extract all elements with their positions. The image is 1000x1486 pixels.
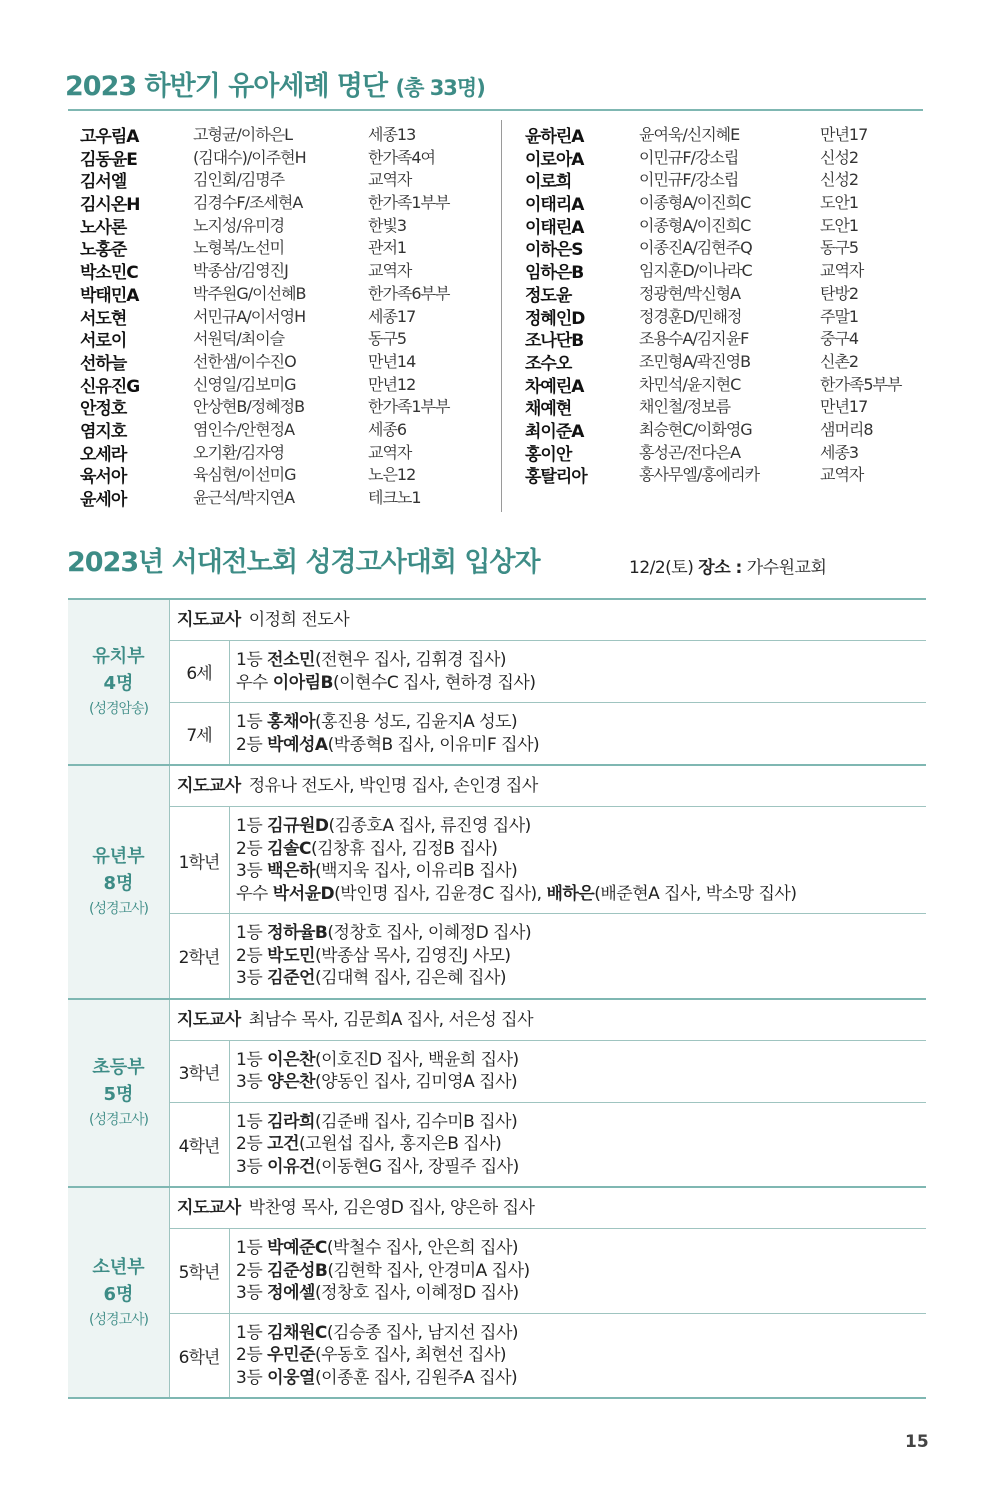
- child-name: 오세라: [80, 444, 127, 465]
- contest-place: 가수원교회: [746, 558, 827, 578]
- winner-parents: (김현학 집사, 안경미A 집사): [327, 1260, 530, 1281]
- parents-names: 서민규A/이서영H: [193, 306, 306, 326]
- title-rule: [68, 109, 923, 111]
- winners-list: [230, 1314, 518, 1398]
- district: 세종3: [820, 442, 859, 462]
- district: 관저1: [368, 238, 407, 258]
- baptism-list-left: [80, 122, 490, 508]
- child-name: 정도윤: [525, 285, 572, 306]
- winner-line: [236, 734, 539, 757]
- district: 동구5: [368, 329, 407, 349]
- child-name: 홍이안: [525, 444, 572, 465]
- baptism-row: [525, 394, 925, 420]
- winner-name: 전소민: [267, 650, 315, 670]
- winner-parents: (김승종 집사, 남지선 집사): [326, 1322, 519, 1343]
- district: 한가족5부부: [820, 374, 902, 394]
- child-name: 서로이: [80, 331, 127, 352]
- baptism-row: [80, 394, 490, 420]
- teacher-label: 지도교사: [177, 1009, 241, 1030]
- department-count: 8명: [103, 872, 134, 894]
- winner-line: [236, 1071, 519, 1094]
- baptism-row: [80, 485, 490, 508]
- winner-name: 박예준C: [267, 1238, 327, 1258]
- district: 중구4: [820, 329, 859, 349]
- rank: 1등: [236, 1322, 263, 1343]
- winner-line: [236, 1344, 518, 1367]
- parents-names: 선한샘/이수진O: [193, 351, 296, 371]
- department-label: [68, 1000, 170, 1187]
- winner-parents: (이현수C 집사, 현하경 집사): [333, 672, 536, 693]
- winner-line: [236, 922, 531, 945]
- baptism-row: [80, 372, 490, 395]
- contest-title: 2023년 서대전노회 성경고사대회 입상자: [67, 547, 540, 578]
- child-name: 안정호: [80, 399, 127, 420]
- parents-names: 이종형A/이진희C: [639, 215, 751, 235]
- district: 교역자: [368, 261, 412, 281]
- winner-name: 김솔C: [267, 838, 311, 859]
- winner-parents: (이동현G 집사, 장필주 집사): [314, 1156, 519, 1177]
- winner-name: 이웅열: [267, 1367, 315, 1388]
- parents-names: 이종진A/김현주Q: [639, 238, 752, 258]
- district: 세종6: [368, 419, 407, 439]
- district: 신촌2: [820, 351, 859, 371]
- child-name: 서도현: [80, 308, 127, 329]
- winner-line: [236, 1111, 519, 1134]
- teacher-label: 지도교사: [177, 610, 241, 630]
- baptism-row: [80, 326, 490, 352]
- parents-names: 최승현C/이화영G: [639, 419, 752, 439]
- winner-name: 양은찬: [267, 1072, 315, 1092]
- department-content: [169, 766, 926, 998]
- district: 샘머리8: [820, 419, 873, 439]
- teachers-row: [169, 600, 926, 641]
- grade-row: [169, 1041, 926, 1103]
- column-divider: [501, 120, 502, 512]
- baptism-title-text: 2023 하반기 유아세례 명단: [65, 71, 388, 102]
- grade-label: 1학년: [169, 807, 230, 913]
- winner-parents: (전현우 집사, 김휘경 집사): [314, 650, 507, 670]
- winner-parents: (박인명 집사, 김윤경C 집사),: [334, 883, 542, 904]
- district: 동구5: [820, 238, 859, 258]
- child-name: 염지호: [80, 421, 127, 442]
- winner-name: 김규원D: [267, 816, 329, 836]
- department-block: [68, 1000, 926, 1189]
- district: 도안1: [820, 215, 859, 235]
- parents-names: 김경수F/조세현A: [193, 193, 303, 213]
- baptism-row: [525, 349, 925, 372]
- winner-line: [236, 945, 531, 968]
- grade-row: [169, 703, 926, 764]
- winner-name: 이은찬: [267, 1049, 315, 1070]
- parents-names: 정광현/박신형A: [639, 283, 741, 303]
- rank: 2등: [236, 734, 263, 755]
- baptism-row: [80, 440, 490, 463]
- rank: 3등: [236, 1072, 263, 1092]
- winner-name: 우민준: [267, 1345, 315, 1365]
- district: 한빛3: [368, 215, 407, 235]
- grade-label: 6학년: [169, 1314, 230, 1398]
- child-name: 정혜인D: [525, 308, 585, 329]
- winner-name: 이유건: [267, 1156, 315, 1177]
- contest-date-place: [629, 553, 826, 578]
- winners-list: [230, 807, 796, 913]
- baptism-row: [525, 372, 925, 395]
- parents-names: 홍사무엘/홍에리카: [639, 465, 760, 485]
- district: 만년12: [368, 374, 416, 394]
- grade-row: [169, 1103, 926, 1187]
- baptism-row: [80, 167, 490, 193]
- district: 교역자: [820, 465, 864, 485]
- grade-label: 5학년: [169, 1229, 230, 1313]
- baptism-count: (총 33명): [395, 76, 485, 100]
- baptism-row: [80, 304, 490, 327]
- child-name: 윤하린A: [525, 127, 584, 147]
- grade-label: 6세: [169, 641, 230, 702]
- parents-names: 안상현B/정혜정B: [193, 397, 305, 417]
- winner-parents: (김준배 집사, 김수미B 집사): [314, 1111, 518, 1132]
- parents-names: 김인회/김명주: [193, 170, 285, 190]
- winner-parents: (박철수 집사, 안은희 집사): [326, 1238, 519, 1258]
- winner-parents: (배준현A 집사, 박소망 집사): [594, 883, 797, 904]
- parents-names: 노형복/노선미: [193, 238, 285, 258]
- district: 노은12: [368, 465, 416, 485]
- winner-name: 정에셀: [267, 1283, 315, 1303]
- district: 세종13: [368, 125, 416, 144]
- winners-list: [230, 914, 531, 998]
- teachers-row: [169, 1188, 926, 1229]
- department-content: [169, 600, 926, 764]
- baptism-row: [80, 258, 490, 284]
- baptism-row: [80, 213, 490, 236]
- teacher-names: 정유나 전도사, 박인명 집사, 손인경 집사: [248, 776, 538, 796]
- department-note: (성경암송): [88, 701, 149, 717]
- winner-name: 박예성A: [267, 734, 328, 755]
- winner-line: [236, 672, 535, 695]
- winner-name: 홍채아: [267, 712, 315, 732]
- winner-name: 박도민: [267, 945, 315, 966]
- baptism-row: [525, 440, 925, 463]
- winner-parents: (양동인 집사, 김미영A 집사): [314, 1072, 518, 1092]
- teacher-names: 최남수 목사, 김문희A 집사, 서은성 집사: [248, 1009, 533, 1030]
- child-name: 김서엘: [80, 172, 127, 193]
- winner-name: 백은하: [267, 861, 315, 881]
- winner-name: 이아림B: [272, 672, 333, 693]
- baptism-row: [80, 235, 490, 261]
- place-label: 장소 :: [698, 558, 742, 578]
- winner-line: [236, 1367, 518, 1390]
- parents-names: 윤여욱/신지혜E: [639, 125, 740, 144]
- baptism-list-right: [525, 122, 925, 488]
- parents-names: 조용수A/김지윤F: [639, 329, 749, 349]
- winner-line: [236, 1049, 519, 1072]
- baptism-row: [525, 462, 925, 488]
- district: 만년17: [820, 397, 868, 417]
- winners-list: [230, 1041, 519, 1102]
- winner-line: [236, 1133, 519, 1156]
- child-name: 박소민C: [80, 263, 138, 284]
- parents-names: 오기환/김자영: [193, 442, 285, 462]
- baptism-row: [80, 190, 490, 216]
- rank: 3등: [236, 861, 263, 881]
- department-name: 초등부: [92, 1056, 145, 1078]
- winners-list: [230, 1103, 519, 1187]
- contest-date: 12/2(토): [629, 558, 694, 578]
- district: 한가족6부부: [368, 283, 450, 303]
- grade-label: 2학년: [169, 914, 230, 998]
- district: 교역자: [820, 261, 864, 281]
- department-name: 소년부: [92, 1256, 145, 1278]
- rank: 3등: [236, 968, 263, 988]
- winner-parents: (김대혁 집사, 김은혜 집사): [314, 968, 507, 988]
- baptism-row: [525, 258, 925, 284]
- rank: 3등: [236, 1283, 263, 1303]
- department-note: (성경고사): [88, 1311, 149, 1328]
- district: 신성2: [820, 170, 859, 190]
- district: 한가족4여: [368, 147, 436, 167]
- teacher-names: 이정희 전도사: [248, 610, 350, 630]
- winner-parents: (김종호A 집사, 류진영 집사): [328, 816, 531, 836]
- child-name: 이태리A: [525, 195, 584, 216]
- grade-row: [169, 1314, 926, 1398]
- district: 도안1: [820, 193, 859, 213]
- district: 테크노1: [368, 488, 421, 507]
- winner-line: [236, 1237, 530, 1260]
- awards-table: [68, 598, 926, 1399]
- department-count: 5명: [103, 1083, 134, 1105]
- department-note: (성경고사): [88, 900, 149, 917]
- baptism-row: [80, 462, 490, 488]
- rank: 2등: [236, 1134, 263, 1154]
- teacher-names: 박찬영 목사, 김은영D 집사, 양은하 집사: [248, 1198, 535, 1218]
- winner-line: [236, 967, 531, 990]
- grade-label: 4학년: [169, 1103, 230, 1187]
- child-name: 윤세아: [80, 490, 127, 510]
- rank: 1등: [236, 1238, 263, 1258]
- winner-line: [236, 711, 539, 734]
- parents-names: 이민규F/강소립: [639, 147, 739, 167]
- winner-parents: (박종삼 목사, 김영진J 사모): [314, 945, 511, 966]
- winner-name: 김채원C: [267, 1322, 327, 1343]
- parents-names: 서원덕/최이슬: [193, 329, 285, 349]
- rank: 1등: [236, 923, 263, 943]
- winner-name: 박서윤D: [272, 883, 335, 904]
- child-name: 채예현: [525, 399, 572, 420]
- baptism-row: [80, 281, 490, 304]
- child-name: 노사론: [80, 217, 127, 238]
- department-content: [169, 1188, 926, 1397]
- district: 만년17: [820, 125, 868, 144]
- rank: 2등: [236, 1345, 263, 1365]
- district: 세종17: [368, 306, 416, 326]
- baptism-row: [525, 213, 925, 236]
- district: 만년14: [368, 351, 416, 371]
- teacher-label: 지도교사: [177, 1198, 241, 1218]
- district: 한가족1부부: [368, 397, 450, 417]
- department-block: [68, 600, 926, 766]
- child-name: 김시온H: [80, 195, 140, 216]
- district: 주말1: [820, 306, 859, 326]
- grade-row: [169, 641, 926, 703]
- winner-parents: (박종혁B 집사, 이유미F 집사): [327, 734, 540, 755]
- parents-names: 염인수/안현정A: [193, 419, 295, 439]
- winner-parents: (정창호 집사, 이혜정D 집사): [314, 1283, 519, 1303]
- child-name: 차예린A: [525, 376, 584, 397]
- teachers-row: [169, 1000, 926, 1041]
- baptism-row: [525, 304, 925, 327]
- rank: 3등: [236, 1156, 263, 1177]
- winner-parents: (김창휴 집사, 김정B 집사): [310, 838, 498, 859]
- rank: 1등: [236, 1049, 263, 1070]
- baptism-title: [65, 64, 485, 103]
- winner-line: [236, 649, 535, 672]
- department-label: [68, 600, 170, 764]
- parents-names: 차민석/윤지현C: [639, 374, 741, 394]
- district: 교역자: [368, 442, 412, 462]
- baptism-row: [80, 349, 490, 372]
- child-name: 이로아A: [525, 149, 584, 170]
- winner-parents: (이종훈 집사, 김원주A 집사): [314, 1367, 518, 1388]
- parents-names: 박종삼/김영진J: [193, 261, 288, 281]
- child-name: 신유진G: [80, 376, 140, 397]
- parents-names: 윤근석/박지연A: [193, 488, 295, 507]
- parents-names: 이종형A/이진희C: [639, 193, 751, 213]
- parents-names: 신영일/김보미G: [193, 374, 296, 394]
- winner-name: 김준언: [267, 968, 315, 988]
- winners-list: [230, 703, 539, 764]
- winner-name: 김준성B: [267, 1260, 328, 1281]
- winner-line: [236, 860, 796, 883]
- child-name: 임하은B: [525, 263, 584, 284]
- department-label: [68, 766, 170, 998]
- winner-line: [236, 1260, 530, 1283]
- child-name: 김동윤E: [80, 149, 137, 170]
- rank: 2등: [236, 838, 263, 859]
- winners-list: [230, 1229, 530, 1313]
- winner-name: 배하은: [546, 883, 595, 904]
- child-name: 고우림A: [80, 127, 139, 147]
- rank: 1등: [236, 816, 263, 836]
- child-name: 노홍준: [80, 240, 127, 261]
- baptism-row: [525, 167, 925, 193]
- child-name: 선하늘: [80, 353, 127, 374]
- grade-label: 7세: [169, 703, 230, 764]
- teacher-label: 지도교사: [177, 776, 241, 796]
- district: 탄방2: [820, 283, 859, 303]
- winner-parents: (홍진용 성도, 김윤지A 성도): [314, 712, 518, 732]
- department-content: [169, 1000, 926, 1187]
- winner-line: [236, 883, 796, 906]
- rank: 우수: [236, 672, 268, 693]
- department-note: (성경고사): [88, 1111, 149, 1128]
- rank: 2등: [236, 1260, 263, 1281]
- department-name: 유년부: [92, 845, 145, 867]
- parents-names: 육심현/이선미G: [193, 465, 296, 485]
- child-name: 홍탈리아: [525, 467, 587, 488]
- baptism-row: [525, 326, 925, 352]
- rank: 3등: [236, 1367, 263, 1388]
- department-block: [68, 766, 926, 1000]
- rank: 1등: [236, 712, 263, 732]
- child-name: 최이준A: [525, 421, 584, 442]
- child-name: 조나단B: [525, 331, 584, 352]
- grade-row: [169, 1229, 926, 1314]
- parents-names: 이민규F/강소립: [639, 170, 739, 190]
- winner-parents: (우동호 집사, 최현선 집사): [314, 1345, 507, 1365]
- winner-parents: (백지욱 집사, 이유리B 집사): [314, 861, 518, 881]
- baptism-row: [80, 145, 490, 168]
- page-number: 15: [905, 1432, 929, 1452]
- rank: 우수: [236, 883, 268, 904]
- parents-names: (김대수)/이주현H: [193, 147, 306, 167]
- baptism-row: [525, 417, 925, 440]
- teachers-row: [169, 766, 926, 807]
- parents-names: 홍성곤/전다은A: [639, 442, 741, 462]
- baptism-row: [80, 417, 490, 440]
- rank: 1등: [236, 1111, 263, 1132]
- baptism-row: [80, 122, 490, 145]
- winner-line: [236, 815, 796, 838]
- baptism-row: [525, 122, 925, 145]
- district: 신성2: [820, 147, 859, 167]
- baptism-row: [525, 145, 925, 168]
- child-name: 박태민A: [80, 285, 139, 306]
- child-name: 이로희: [525, 172, 572, 193]
- rank: 2등: [236, 945, 263, 966]
- parents-names: 박주원G/이선혜B: [193, 283, 306, 303]
- grade-row: [169, 807, 926, 914]
- parents-names: 조민형A/곽진영B: [639, 351, 751, 371]
- winner-parents: (정창호 집사, 이혜정D 집사): [327, 923, 532, 943]
- department-count: 6명: [103, 1283, 134, 1305]
- rank: 1등: [236, 650, 263, 670]
- winner-name: 김라희: [267, 1111, 315, 1132]
- parents-names: 정경훈D/민해정: [639, 306, 742, 326]
- winner-name: 고건: [267, 1134, 300, 1154]
- winner-parents: (고원섭 집사, 홍지은B 집사): [299, 1134, 502, 1154]
- winner-line: [236, 1322, 518, 1345]
- district: 교역자: [368, 170, 412, 190]
- baptism-row: [525, 235, 925, 261]
- winner-line: [236, 1156, 519, 1179]
- child-name: 육서아: [80, 467, 127, 488]
- baptism-row: [525, 190, 925, 216]
- parents-names: 노지성/유미경: [193, 215, 285, 235]
- grade-row: [169, 914, 926, 998]
- winner-name: 정하율B: [267, 923, 328, 943]
- winner-parents: (이호진D 집사, 백윤희 집사): [314, 1049, 519, 1070]
- department-block: [68, 1188, 926, 1399]
- department-label: [68, 1188, 170, 1397]
- winner-line: [236, 1282, 530, 1305]
- child-name: 이태린A: [525, 217, 584, 238]
- parents-names: 고형균/이하은L: [193, 125, 293, 144]
- child-name: 조수오: [525, 353, 572, 374]
- child-name: 이하은S: [525, 240, 583, 261]
- parents-names: 채인철/정보름: [639, 397, 731, 417]
- district: 한가족1부부: [368, 193, 450, 213]
- winners-list: [230, 641, 535, 702]
- winner-line: [236, 838, 796, 861]
- parents-names: 임지훈D/이나라C: [639, 261, 752, 281]
- department-name: 유치부: [92, 646, 145, 667]
- department-count: 4명: [103, 673, 134, 694]
- baptism-row: [525, 281, 925, 304]
- grade-label: 3학년: [169, 1041, 230, 1102]
